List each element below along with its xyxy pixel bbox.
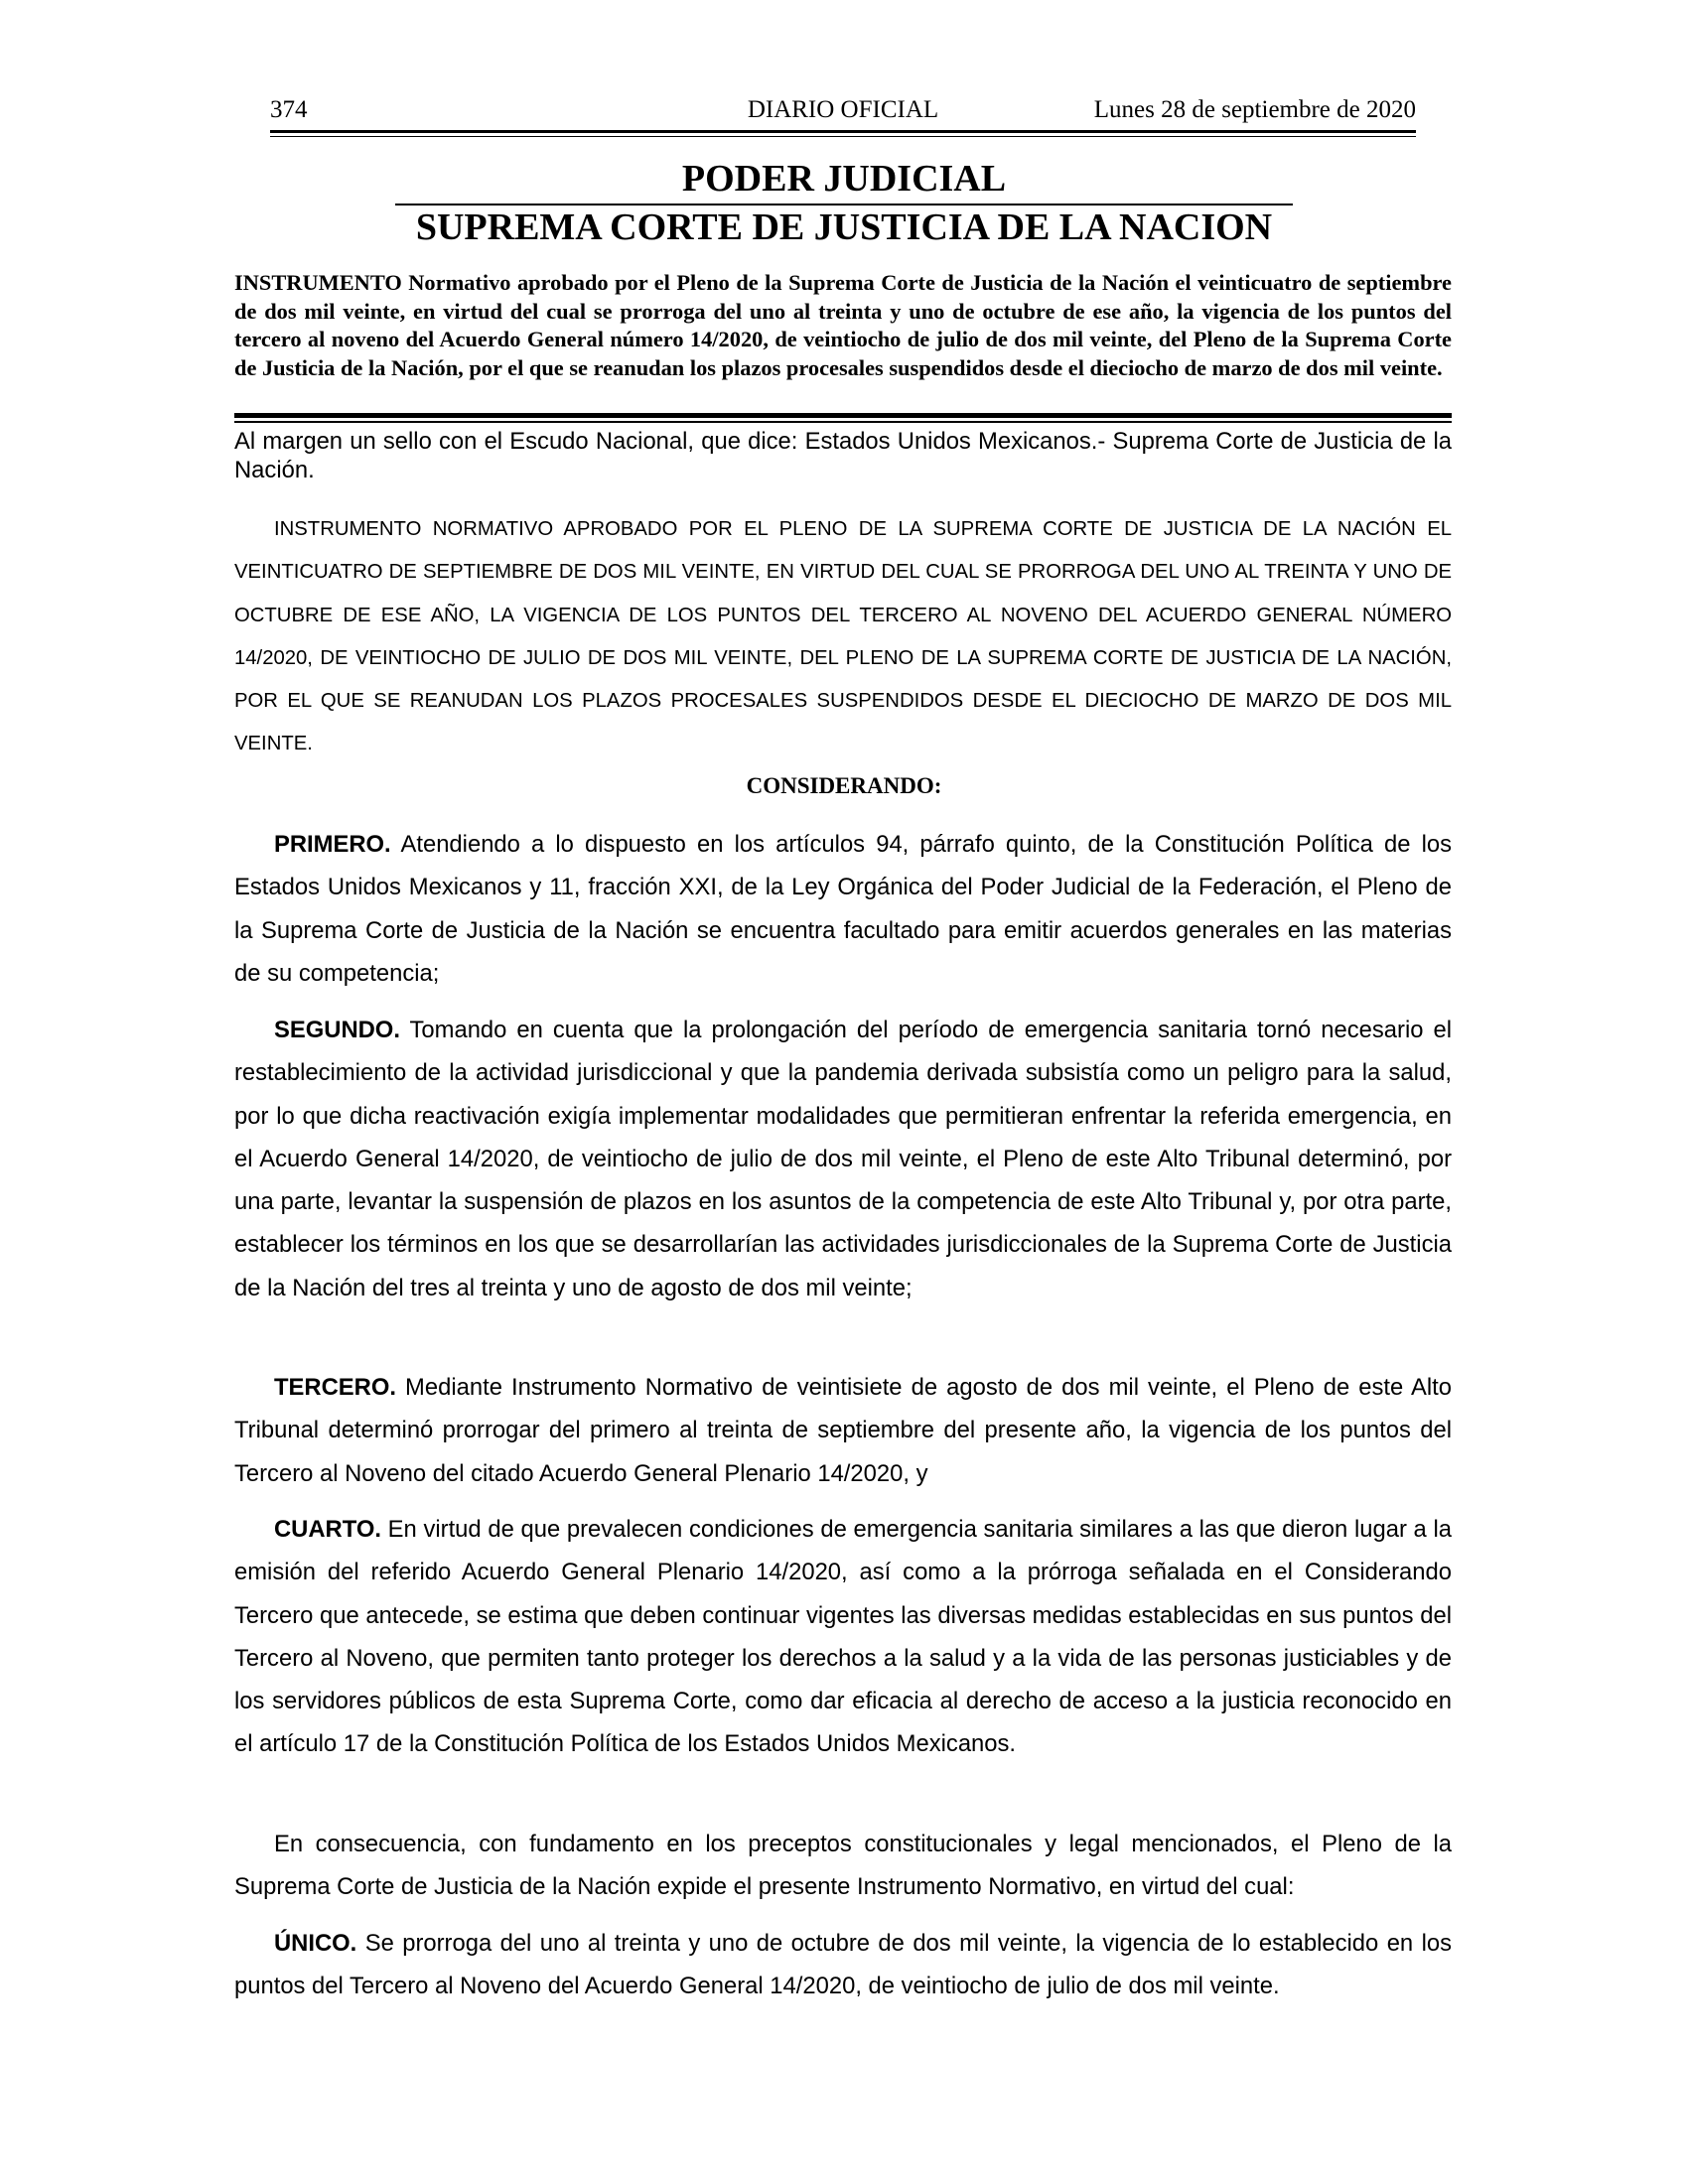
paragraph-primero <box>234 823 1452 995</box>
publication-date: Lunes 28 de septiembre de 2020 <box>1093 96 1416 123</box>
paragraph-cuarto <box>234 1508 1452 1766</box>
instrument-summary: INSTRUMENTO Normativo aprobado por el Pleno de la Suprema Corte de Justicia de la Nación el veinticuatro de septiembre de dos mil veinte, en virtud del cual se prorroga del uno al treinta y uno de octubre de ese año, la vigencia de los puntos del tercero al noveno del Acuerdo General número 14/2020, de veintiocho de julio de dos mil veinte, del Pleno de la Suprema Corte de Justicia de la Nación, por el que se reanudan los plazos procesales suspendidos desde el dieciocho de marzo de dos mil veinte. <box>234 270 1452 380</box>
margin-note: Al margen un sello con el Escudo Nacional, que dice: Estados Unidos Mexicanos.- Suprema Corte de Justicia de la Nación. <box>234 428 1452 483</box>
paragraph-lead: CUARTO. <box>274 1516 381 1543</box>
paragraph-text: Atendiendo a lo dispuesto en los artículos 94, párrafo quinto, de la Constitución Política de los Estados Unidos Mexicanos y 11, fracción XXI, de la Ley Orgánica del Poder Judicial de la Federación, el Pleno de la Suprema Corte de Justicia de la Nación se encuentra facultado para emitir acuerdos generales en las materias de su competencia; <box>234 831 1452 987</box>
paragraph-text: Se prorroga del uno al treinta y uno de octubre de dos mil veinte, la vigencia de lo establecido en los puntos del Tercero al Noveno del Acuerdo General 14/2020, de veintiocho de julio de dos mil veinte. <box>234 1930 1452 2000</box>
branch-title: PODER JUDICIAL <box>681 158 1007 200</box>
paragraph-tercero <box>234 1366 1452 1495</box>
paragraph-text: Mediante Instrumento Normativo de veintisiete de agosto de dos mil veinte, el Pleno de este Alto Tribunal determinó prorrogar del primero al treinta de septiembre del presente año, la vigencia de los puntos del Tercero al Noveno del citado Acuerdo General Plenario 14/2020, y <box>234 1374 1452 1487</box>
paragraph-lead: ÚNICO. <box>274 1930 357 1957</box>
paragraph-lead: TERCERO. <box>274 1374 396 1401</box>
paragraph-lead: SEGUNDO. <box>274 1017 400 1043</box>
court-title: SUPREMA CORTE DE JUSTICIA DE LA NACION <box>415 206 1273 248</box>
paragraph-text: En virtud de que prevalecen condiciones de emergencia sanitaria similares a las que dieron lugar a la emisión del referido Acuerdo General Plenario 14/2020, así como a la prórroga señalada en el Considerando Tercero que antecede, se estima que deben continuar vigentes las diversas medidas establecidas en sus puntos del Tercero al Noveno, que permiten tanto proteger los derechos a la salud y a la vida de las personas justiciables y de los servidores públicos de esta Suprema Corte, como dar eficacia al derecho de acceso a la justicia reconocido en el artículo 17 de la Constitución Política de los Estados Unidos Mexicanos. <box>234 1516 1452 1758</box>
header-rule-thin <box>270 136 1416 137</box>
paragraph-lead: PRIMERO. <box>274 831 391 858</box>
paragraph-text: Tomando en cuenta que la prolongación del período de emergencia sanitaria tornó necesario el restablecimiento de la actividad jurisdiccional y que la pandemia derivada subsistía como un peligro para la salud, por lo que dicha reactivación exigía implementar modalidades que permitieran enfrentar la referida emergencia, en el Acuerdo General 14/2020, de veintiocho de julio de dos mil veinte, el Pleno de este Alto Tribunal determinó, por una parte, levantar la suspensión de plazos en los asuntos de la competencia de este Alto Tribunal y, por otra parte, establecer los términos en los que se desarrollarían las actividades jurisdiccionales de la Suprema Corte de Justicia de la Nación del tres al treinta y uno de agosto de dos mil veinte; <box>234 1017 1452 1301</box>
summary-rule-thin <box>234 421 1452 423</box>
paragraph-text: En consecuencia, con fundamento en los preceptos constitucionales y legal mencionados, el Pleno de la Suprema Corte de Justicia de la Nación expide el presente Instrumento Normativo, en virtud del cual: <box>234 1831 1452 1901</box>
running-header <box>270 96 1416 128</box>
header-rule-thick <box>270 130 1416 133</box>
summary-rule-thick <box>234 413 1452 418</box>
page-number: 374 <box>270 96 308 123</box>
considerando-heading: CONSIDERANDO: <box>746 773 942 798</box>
paragraph-segundo <box>234 1009 1452 1309</box>
paragraph-consecuencia <box>234 1823 1452 1909</box>
paragraph-unico <box>234 1922 1452 2008</box>
publication-name: DIARIO OFICIAL <box>747 96 939 123</box>
instrument-title: INSTRUMENTO NORMATIVO APROBADO POR EL PLENO DE LA SUPREMA CORTE DE JUSTICIA DE LA NACIÓN EL VEINTICUATRO DE SEPTIEMBRE DE DOS MIL VEINTE, EN VIRTUD DEL CUAL SE PRORROGA DEL UNO AL TREINTA Y UNO DE OCTUBRE DE ESE AÑO, LA VIGENCIA DE LOS PUNTOS DEL TERCERO AL NOVENO DEL ACUERDO GENERAL NÚMERO 14/2020, DE VEINTIOCHO DE JULIO DE DOS MIL VEINTE, DEL PLENO DE LA SUPREMA CORTE DE JUSTICIA DE LA NACIÓN, POR EL QUE SE REANUDAN LOS PLAZOS PROCESALES SUSPENDIDOS DESDE EL DIECIOCHO DE MARZO DE DOS MIL VEINTE. <box>234 518 1452 755</box>
